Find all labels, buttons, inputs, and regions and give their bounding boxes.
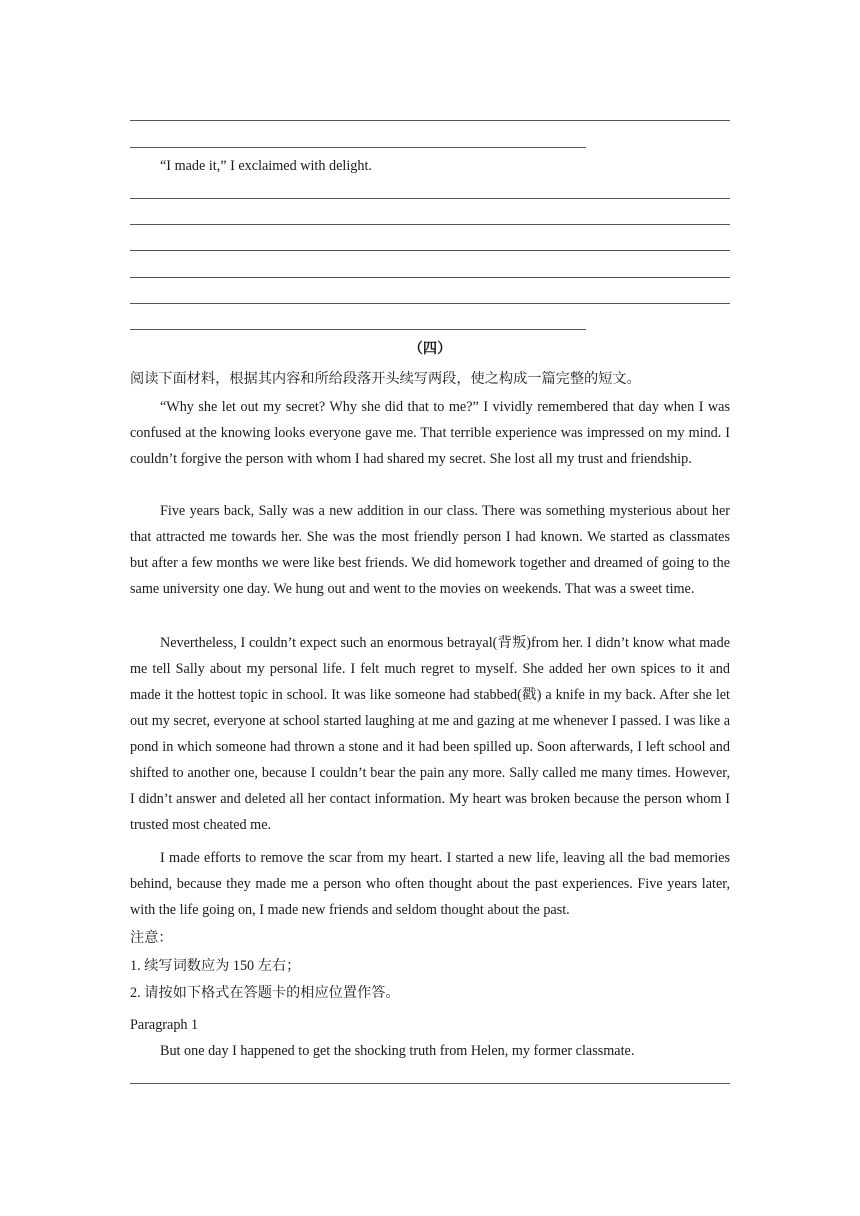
notes-title: 注意： (130, 930, 173, 946)
answer-line (130, 120, 730, 121)
answer-line (130, 1083, 730, 1084)
answer-line (130, 224, 730, 225)
answer-line (130, 147, 586, 148)
answer-line (130, 277, 730, 278)
passage-paragraph: Nevertheless, I couldn’t expect such an enormous betrayal(背叛)from her. I didn’t know what made me tell Sally about my personal life. I felt much regret to myself. She added her own spices to it and made it the hottest topic in school. It was like someone had stabbed(戳) a knife in my back. After she let out my secret, everyone at school started laughing at me and gazing at me whenever I passed. I was like a pond in which someone had thrown a stone and it had been spilled up. Soon afterwards, I left school and shifted to another one, because I couldn’t bear the pain any more. Sally called me many times. However, I didn’t answer and deleted all her contact information. My heart was broken because the person whom I trusted most cheated me. (130, 635, 730, 833)
given-sentence: “I made it,” I exclaimed with delight. (160, 158, 372, 174)
answer-line (130, 198, 730, 199)
note-item: 2. 请按如下格式在答题卡的相应位置作答。 (130, 985, 400, 1001)
answer-line (130, 250, 730, 251)
answer-line (130, 329, 586, 330)
paragraph-label: Paragraph 1 (130, 1017, 199, 1033)
section-heading: （四） (408, 341, 452, 357)
passage-paragraph: I made efforts to remove the scar from my heart. I started a new life, leaving all the bad memories behind, because they made me a person who often thought about the past experiences. Five years later, with the life going on, I made new friends and seldom thought about the past. (130, 850, 730, 918)
instruction-text: 阅读下面材料，根据其内容和所给段落开头续写两段，使之构成一篇完整的短文。 (130, 371, 641, 387)
note-item: 1. 续写词数应为 150 左右； (130, 958, 301, 974)
paragraph-start-sentence: But one day I happened to get the shocking truth from Helen, my former classmate. (160, 1043, 635, 1059)
answer-line (130, 303, 730, 304)
passage-paragraph: “Why she let out my secret? Why she did that to me?” I vividly remembered that day when I was confused at the knowing looks everyone gave me. That terrible experience was impressed on my mind. I couldn’t forgive the person with whom I had shared my secret. She lost all my trust and friendship. (130, 399, 730, 467)
passage-paragraph: Five years back, Sally was a new addition in our class. There was something mysterious about her that attracted me towards her. She was the most friendly person I had known. We started as classmates but after a few months we were like best friends. We did homework together and dreamed of going to the same university one day. We hung out and went to the movies on weekends. That was a sweet time. (130, 503, 730, 597)
